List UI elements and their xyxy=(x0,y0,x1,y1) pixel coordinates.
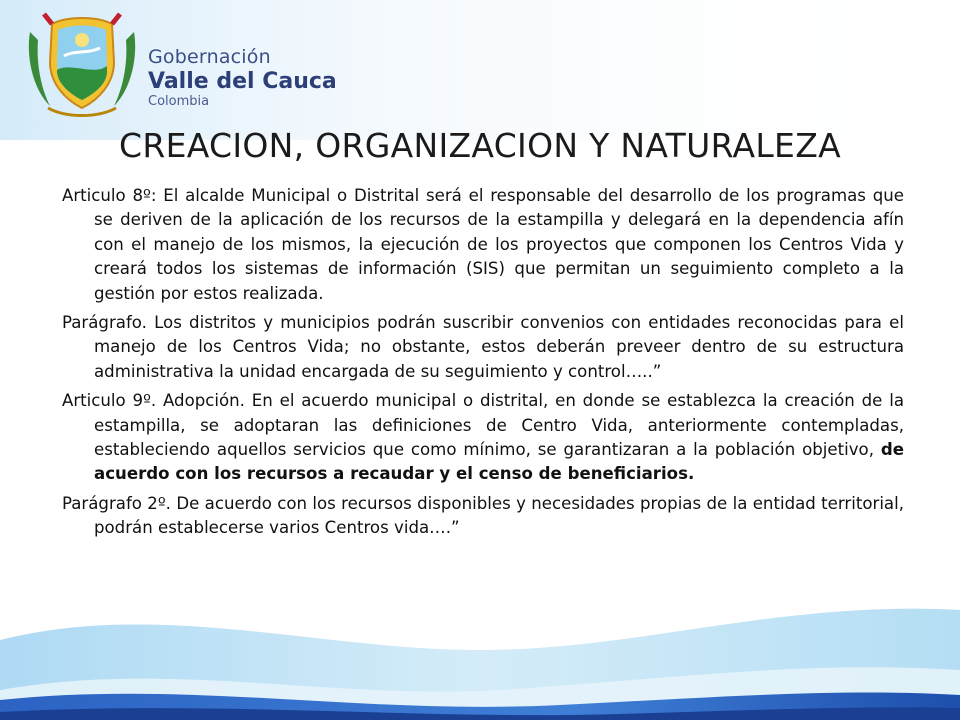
brand-line-valle: Valle del Cauca xyxy=(148,69,337,94)
paragraph-paragrafo-2 xyxy=(62,492,904,541)
paragraph-paragrafo xyxy=(62,311,904,384)
coat-of-arms-logo xyxy=(22,10,142,118)
brand-line-gobernacion: Gobernación xyxy=(148,46,271,68)
header xyxy=(22,10,382,120)
paragraph-text: Parágrafo. Los distritos y municipios podrán suscribir convenios con entidades reconocidas para el manejo de los Centros Vida; no obstante, estos deberán preveer dentro de su estructura administrativa la unidad encargada de su seguimiento y control…..” xyxy=(62,313,904,381)
paragraph-bold-text: de acuerdo con los recursos a recaudar y el censo de beneficiarios. xyxy=(94,440,904,484)
paragraph-articulo-9 xyxy=(62,389,904,487)
brand-line-colombia: Colombia xyxy=(148,94,210,109)
paragraph-text: Articulo 8º: El alcalde Municipal o Distrital será el responsable del desarrollo de los programas que se deriven de la aplicación de los recursos de la estampilla y delegará en la dependencia afín con el manejo de los mismos, la ejecución de los proyectos que componen los Centros Vida y creará todos los sistemas de información (SIS) que permitan un seguimiento completo a la gestión por estos realizada. xyxy=(62,186,904,303)
paragraph-articulo-8 xyxy=(62,184,904,306)
paragraph-text: Parágrafo 2º. De acuerdo con los recursos disponibles y necesidades propias de la entidad territorial, podrán establecerse varios Centros vida….” xyxy=(62,493,904,538)
body-text xyxy=(62,184,904,546)
paragraph-text: Articulo 9º. Adopción. En el acuerdo municipal o distrital, en donde se establezca la creación de la estampilla, se adoptaran las definiciones de Centro Vida, anteriormente contempladas, estableciendo aquellos servicios que como mínimo, se garantizaran a la población objetivo, xyxy=(62,391,904,460)
page-title: CREACION, ORGANIZACION Y NATURALEZA xyxy=(119,126,841,165)
brand-text xyxy=(148,46,337,109)
